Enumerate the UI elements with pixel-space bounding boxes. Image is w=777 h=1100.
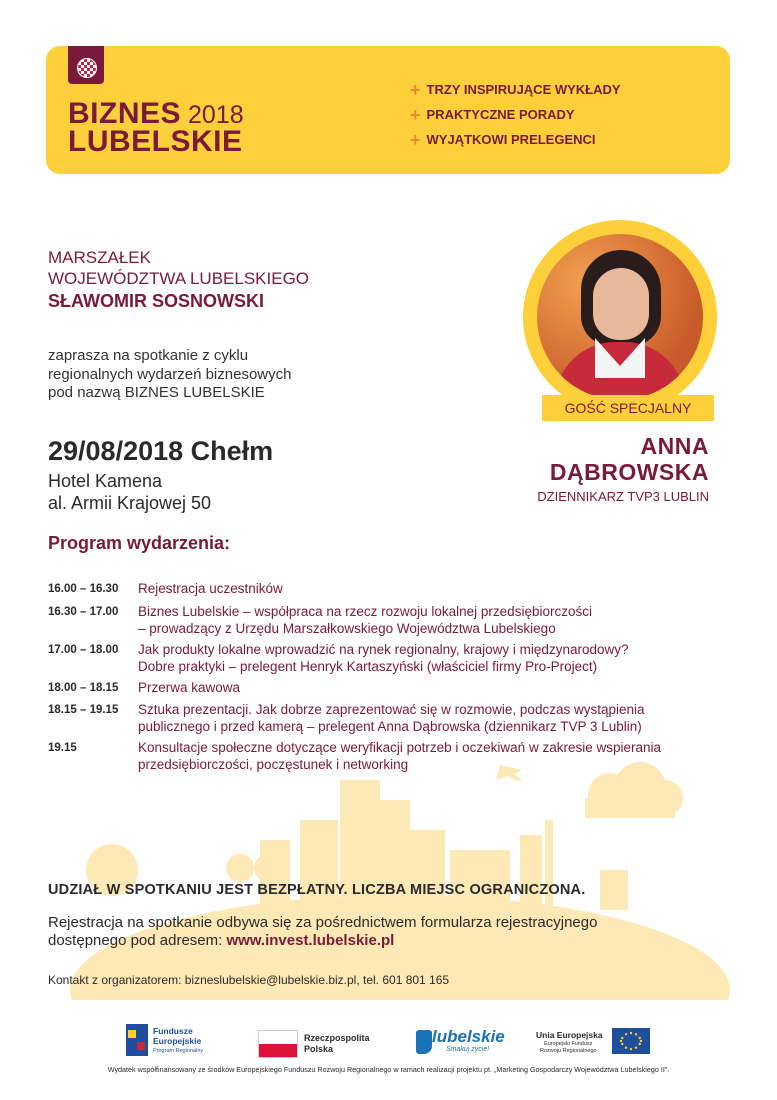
invitation-text: zaprasza na spotkanie z cyklu regionalnych wydarzeń biznesowych pod nazwą BIZNES LUBELSKIE <box>48 347 292 401</box>
program-description: Jak produkty lokalne wprowadzić na rynek regionalny, krajowy i międzynarodowy? Dobre praktyki – prelegent Henryk Kartaszyński (właściciel firmy Pro-Project) <box>138 642 629 674</box>
lubelskie-logo-text: lubelskie <box>432 1027 505 1046</box>
fundusze-europejskie-logo-text: Fundusze Europejskie <box>153 1026 202 1046</box>
registration-text: Rejestracja na spotkanie odbywa się za pośrednictwem formularza rejestracyjnego dostępnego pod adresem: www.invest.lubelskie.pl <box>48 914 598 949</box>
program-time: 18.00 – 18.15 <box>48 682 119 694</box>
logo-title-line2: LUBELSKIE <box>68 125 243 158</box>
feature-item: + PRAKTYCZNE PORADY <box>410 105 575 125</box>
program-description: Sztuka prezentacji. Jak dobrze zaprezentować się w rozmowie, podczas wystąpienia publicznego i przed kamerą – prelegent Anna Dąbrowska (dziennikarz TVP 3 Lublin) <box>138 702 645 734</box>
poland-flag-icon <box>258 1030 298 1058</box>
fundusze-europejskie-logo-icon <box>126 1024 148 1056</box>
free-participation-notice: UDZIAŁ W SPOTKANIU JEST BEZPŁATNY. LICZBA MIEJSC OGRANICZONA. <box>48 882 586 898</box>
eu-logo-subtitle: Europejski Fundusz Rozwoju Regionalnego <box>540 1041 597 1054</box>
cofinancing-footnote: Wydatek współfinansowany ze środków Europejskiego Funduszu Rozwoju Regionalnego w ramach realizacji projektu pt. „Marketing Gospodarczy Województwa Lubelskiego II”. <box>107 1065 670 1074</box>
plus-icon: + <box>410 105 421 125</box>
guest-role: DZIENNIKARZ TVP3 LUBLIN <box>537 489 709 504</box>
plus-icon: + <box>410 130 421 150</box>
contact-info: Kontakt z organizatorem: bizneslubelskie@lubelskie.biz.pl, tel. 601 801 165 <box>48 973 450 987</box>
plus-icon: + <box>410 80 421 100</box>
host-name: SŁAWOMIR SOSNOWSKI <box>48 291 264 311</box>
program-time: 17.00 – 18.00 <box>48 644 119 656</box>
logo-title-line1: BIZNES <box>68 97 182 130</box>
city-skyline-illustration <box>0 760 777 1000</box>
program-description: Biznes Lubelskie – współpraca na rzecz rozwoju lokalnej przedsiębiorczości – prowadzący z Urzędu Marszałkowskiego Województwa Lubelskiego <box>138 604 592 636</box>
guest-name: ANNA DĄBROWSKA <box>549 433 709 485</box>
program-description: Konsultacje społeczne dotyczące weryfikacji potrzeb i oczekiwań w zakresie wspierania przedsiębiorczości, poczęstunek i networking <box>138 740 661 772</box>
registration-link[interactable]: www.invest.lubelskie.pl <box>226 932 395 949</box>
eu-logo-title: Unia Europejska <box>536 1030 603 1040</box>
logo-year: 2018 <box>188 101 244 129</box>
special-guest-badge: GOŚĆ SPECJALNY <box>542 395 714 421</box>
event-venue: Hotel Kamena al. Armii Krajowej 50 <box>48 471 212 513</box>
contact-details[interactable]: bizneslubelskie@lubelskie.biz.pl, tel. 601 801 165 <box>184 973 450 987</box>
biznes-lubelskie-logo-icon <box>68 46 104 84</box>
program-description: Rejestracja uczestników <box>138 581 283 596</box>
feature-item: + TRZY INSPIRUJĄCE WYKŁADY <box>410 80 621 100</box>
program-time: 18.15 – 19.15 <box>48 704 119 716</box>
eu-flag-icon <box>612 1028 650 1054</box>
lubelskie-logo-icon <box>416 1030 432 1054</box>
event-date-place: 29/08/2018 Chełm <box>48 436 274 466</box>
program-time: 16.00 – 16.30 <box>48 583 119 595</box>
program-time: 16.30 – 17.00 <box>48 606 119 618</box>
program-description: Przerwa kawowa <box>138 680 241 695</box>
lubelskie-slogan: Smakuj życie! <box>446 1046 490 1053</box>
header-banner <box>46 46 730 174</box>
guest-photo <box>537 234 703 400</box>
feature-item: + WYJĄTKOWI PRELEGENCI <box>410 130 596 150</box>
program-title: Program wydarzenia: <box>48 533 231 553</box>
rzeczpospolita-polska-text: Rzeczpospolita Polska <box>304 1033 370 1054</box>
fundusze-europejskie-subtitle: Program Regionalny <box>153 1048 204 1054</box>
host-title: MARSZAŁEK WOJEWÓDZTWA LUBELSKIEGO <box>48 248 310 288</box>
program-time: 19.15 <box>48 742 77 754</box>
